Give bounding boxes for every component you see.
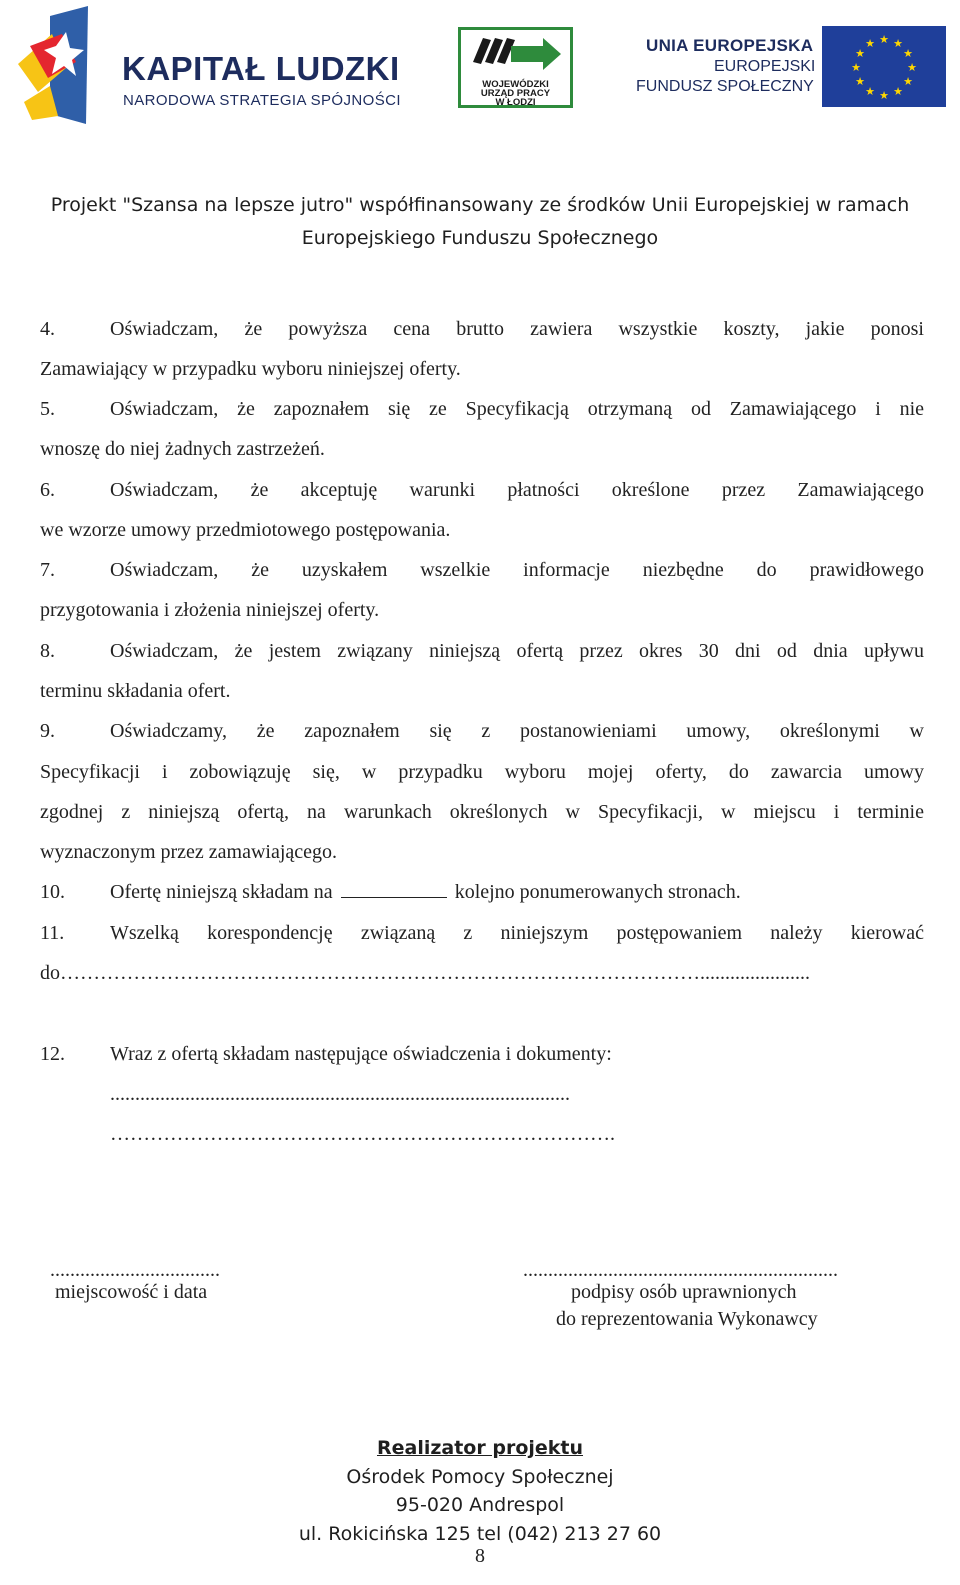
item-12-line1: Wraz z ofertą składam następujące oświadczenia i dokumenty: [110, 1043, 612, 1065]
page-number: 8 [475, 1545, 485, 1567]
item-8-number: 8. [40, 640, 55, 662]
signature-dots: ............................................................... [523, 1259, 838, 1281]
kapital-ludzki-logo [10, 6, 410, 136]
svg-text:★: ★ [865, 85, 875, 98]
eu-stars-icon [822, 26, 946, 107]
item-11-line2: do……………………………………………………………………………………...................... [40, 962, 810, 984]
footer-line3: ul. Rokicińska 125 tel (042) 213 27 60 [298, 1523, 662, 1545]
item-11-number: 11. [40, 922, 65, 944]
eu-logo [632, 26, 952, 110]
item-6-line1: Oświadczam, że akceptuję warunki płatności określone przez Zamawiającego [110, 479, 924, 501]
svg-text:★: ★ [893, 37, 903, 50]
svg-text:★: ★ [879, 33, 889, 46]
item-6-line2: we wzorze umowy przedmiotowego postępowania. [40, 519, 451, 541]
footer-line2: 95-020 Andrespol [395, 1494, 565, 1516]
wup-lodz-logo [458, 27, 573, 108]
footer-title: Realizator projektu [376, 1437, 584, 1459]
item-4-number: 4. [40, 318, 55, 340]
item-9-line1: Oświadczamy, że zapoznałem się z postanowieniami umowy, określonymi w [110, 720, 924, 742]
item-7-line2: przygotowania i złożenia niniejszej oferty. [40, 599, 380, 621]
footer-line1: Ośrodek Pomocy Społecznej [346, 1466, 614, 1488]
page-count-blank [341, 880, 447, 898]
item-4-line2: Zamawiający w przypadku wyboru niniejszej oferty. [40, 358, 461, 380]
svg-text:★: ★ [893, 85, 903, 98]
kapital-ludzki-emblem [10, 6, 120, 136]
eu-line1: EUROPEJSKI [714, 58, 816, 75]
svg-text:★: ★ [903, 75, 913, 88]
item-9-line3: zgodnej z niniejszą ofertą, na warunkach określonych w Specyfikacji, w miejscu i terminie [40, 801, 924, 823]
item-9-line4: wyznaczonym przez zamawiającego. [40, 841, 338, 863]
svg-text:★: ★ [855, 75, 865, 88]
project-title-line2: Europejskiego Funduszu Społecznego [301, 227, 659, 249]
place-date-dots: .................................. [50, 1259, 220, 1281]
wup-line1: WOJEWÓDZKI [482, 79, 549, 90]
item-5-number: 5. [40, 398, 55, 420]
svg-text:★: ★ [865, 37, 875, 50]
item-10-line [110, 880, 741, 904]
item-4-line1: Oświadczam, że powyższa cena brutto zawiera wszystkie koszty, jakie ponosi [110, 318, 924, 340]
item-10-post: kolejno ponumerowanych stronach. [454, 881, 741, 903]
eu-title: UNIA EUROPEJSKA [646, 36, 814, 55]
svg-text:★: ★ [903, 47, 913, 60]
wup-text [461, 80, 570, 107]
svg-text:★: ★ [907, 61, 917, 74]
item-5-line1: Oświadczam, że zapoznałem się ze Specyfikacją otrzymaną od Zamawiającego i nie [110, 398, 924, 420]
item-8-line2: terminu składania ofert. [40, 680, 231, 702]
eu-flag [822, 26, 946, 107]
item-10-number: 10. [40, 881, 65, 903]
wup-emblem [461, 32, 570, 80]
wup-line3: W ŁODZI [495, 97, 536, 108]
project-title-line1: Projekt "Szansa na lepsze jutro" współfinansowany ze środków Unii Europejskiej w ramach [50, 194, 910, 216]
item-5-line2: wnoszę do niej żadnych zastrzeżeń. [40, 438, 325, 460]
kapital-ludzki-subtitle: NARODOWA STRATEGIA SPÓJNOŚCI [123, 92, 401, 109]
place-date-label: miejscowość i data [55, 1281, 208, 1303]
svg-text:★: ★ [851, 61, 861, 74]
item-7-line1: Oświadczam, że uzyskałem wszelkie informacje niezbędne do prawidłowego [110, 559, 924, 581]
item-9-line2: Specyfikacji i zobowiązuję się, w przypadku wyboru mojej oferty, do zawarcia umowy [40, 761, 924, 783]
item-7-number: 7. [40, 559, 55, 581]
item-12-dots1: ............................................................................................ [110, 1083, 570, 1105]
item-12-number: 12. [40, 1043, 65, 1065]
svg-text:★: ★ [855, 47, 865, 60]
signature-label-line1: podpisy osób uprawnionych [571, 1281, 797, 1303]
item-8-line1: Oświadczam, że jestem związany niniejszą ofertą przez okres 30 dni od dnia upływu [110, 640, 924, 662]
eu-line2: FUNDUSZ SPOŁECZNY [636, 78, 814, 95]
svg-text:★: ★ [879, 89, 889, 102]
signature-label-line2: do reprezentowania Wykonawcy [556, 1308, 818, 1330]
item-12-dots2: …………………………………………………………………. [110, 1123, 615, 1145]
item-11-line1: Wszelką korespondencję związaną z niniejszym postępowaniem należy kierować [110, 922, 924, 944]
item-10-pre: Ofertę niniejszą składam na [110, 881, 333, 903]
kapital-ludzki-title: KAPITAŁ LUDZKI [122, 50, 400, 87]
item-6-number: 6. [40, 479, 55, 501]
item-9-number: 9. [40, 720, 55, 742]
wup-line2: URZĄD PRACY [480, 88, 551, 99]
